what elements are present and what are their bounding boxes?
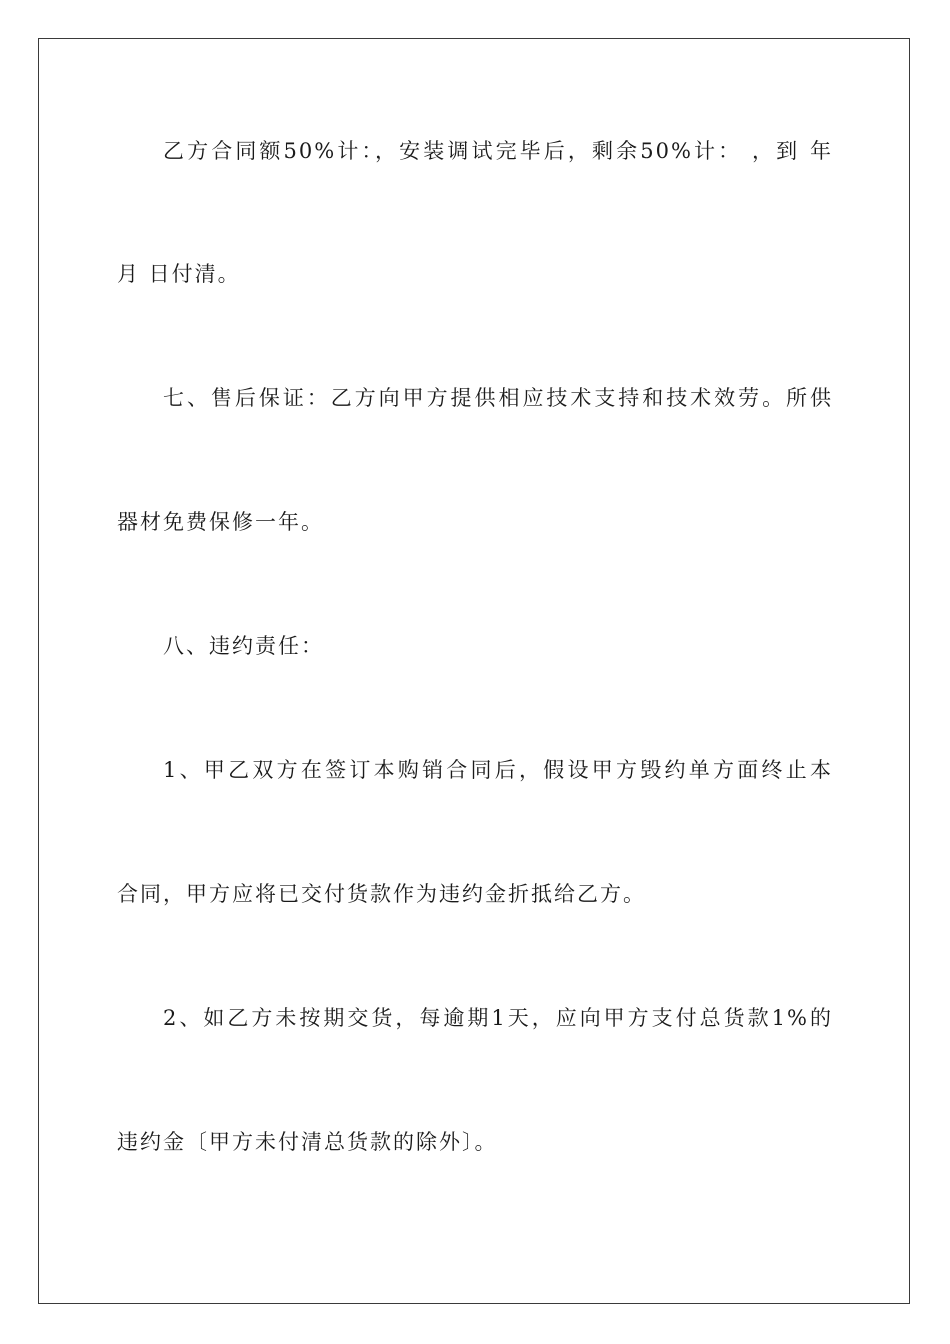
- breach-clause-1-line-2: 合同，甲方应将已交付货款作为违约金折抵给乙方。: [117, 882, 646, 906]
- payment-terms-line-1: 乙方合同额50%计：，安装调试完毕后，剩余50%计： ，到 年: [163, 139, 833, 163]
- payment-terms-line-2: 月 日付清。: [117, 262, 241, 286]
- after-sales-line-2: 器材免费保修一年。: [117, 510, 324, 534]
- breach-clause-1-line-1: 1、甲乙双方在签订本购销合同后，假设甲方毁约单方面终止本: [163, 758, 833, 782]
- breach-clause-2-line-2: 违约金〔甲方未付清总货款的除外〕。: [117, 1130, 498, 1154]
- breach-clause-2-line-1: 2、如乙方未按期交货，每逾期1天，应向甲方支付总货款1%的: [163, 1006, 833, 1030]
- after-sales-line-1: 七、售后保证：乙方向甲方提供相应技术支持和技术效劳。所供: [163, 386, 833, 410]
- breach-heading: 八、违约责任：: [163, 634, 324, 658]
- page-border: [38, 38, 910, 1304]
